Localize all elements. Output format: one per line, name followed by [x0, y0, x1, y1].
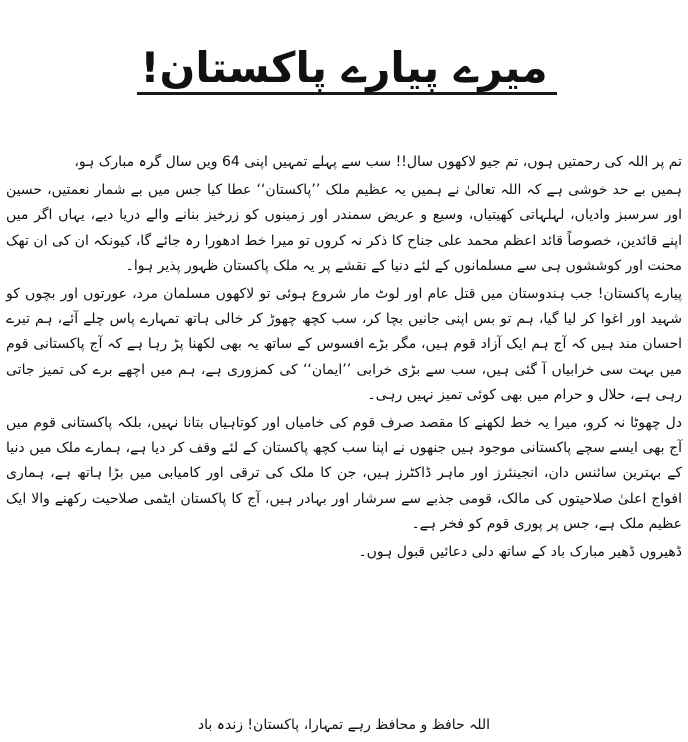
page-title: میرے پیارے پاکستان! — [140, 43, 548, 93]
paragraph-blessings: ہمیں بے حد خوشی ہے کہ اللہ تعالیٰ نے ہمیں یہ عظیم ملک ’’پاکستان‘‘ عطا کیا جس میں بے شمار نعمتیں، حسین اور سرسبز وادیاں، لہلہاتی کھیتیاں، وسیع و عریض سمندر اور زمینوں کو زرخیز بنانے والے دریا دیے، یہاں اگر میں اپنے قائدین، خصوصاً قائد اعظم محمد علی جناح کا ذکر نہ کروں تو میرا خط ادھورا رہ جائے گا، کیونکہ ان کی ان تھک محنت اور کوششوں ہی سے مسلمانوں کے لئے دنیا کے نقشے پر یہ ملک پاکستان ظہور پذیر ہوا۔ — [6, 182, 682, 274]
paragraph-wishes: ڈھیروں ڈھیر مبارک باد کے ساتھ دلی دعائیں قبول ہوں۔ — [358, 544, 682, 561]
closing-line: اللہ حافظ و محافظ رہے تمہارا، پاکستان! زندہ باد — [197, 717, 491, 733]
letter-body — [6, 150, 682, 568]
paragraph-greeting: تم پر اللہ کی رحمتیں ہوں، تم جیو لاکھوں سال!! سب سے پہلے تمہیں اپنی 64 ویں سال گرہ مبارک ہو، — [74, 154, 682, 170]
title-underline — [137, 92, 557, 95]
paragraph-encouragement: دل چھوٹا نہ کرو، میرا یہ خط لکھنے کا مقصد صرف قوم کی خامیاں اور کوتاہیاں بتانا نہیں، بلکہ پاکستانی قوم میں آج بھی ایسے سچے پاکستانی موجود ہیں جنھوں نے اپنا سب کچھ پاکستان کے لئے وقف کر دیا ہے، ہمارے ملک میں دنیا کے بہترین سائنس دان، انجینئرز اور ماہر ڈاکٹرز ہیں، جن کا ملک کی ترقی اور کامیابی میں بڑا ہاتھ ہے، ہماری افواج اعلیٰ صلاحیتوں کی مالک، قومی جذبے سے سرشار اور بہادر ہیں، آج کا پاکستان ایٹمی صلاحیت رکھنے والا ایک عظیم ملک ہے، جس پر پوری قوم کو فخر ہے۔ — [6, 415, 682, 532]
paragraph-history: پیارے پاکستان! جب ہندوستان میں قتل عام اور لوٹ مار شروع ہوئی تو لاکھوں مسلمان مرد، عورتوں اور بچوں کو شہید اور اغوا کر لیا گیا، ہم تو بس اپنی جانیں بچا کر، سب کچھ چھوڑ کر خالی ہاتھ تمہارے پاس چلے آئے، ہم تیرے احسان مند ہیں کہ آج ہم ایک آزاد قوم ہیں، مگر بڑے افسوس کے ساتھ یہ بھی لکھنا پڑ رہا ہے کہ آج پاکستانی قوم میں بہت سی خرابیاں آ گئی ہیں، سب سے بڑی خرابی ’’ایمان‘‘ کی کمزوری ہے، ہم میں اچھے برے کی تمیز جاتی رہی ہے، حلال و حرام میں بھی کوئی تمیز نہیں رہی۔ — [6, 286, 682, 403]
